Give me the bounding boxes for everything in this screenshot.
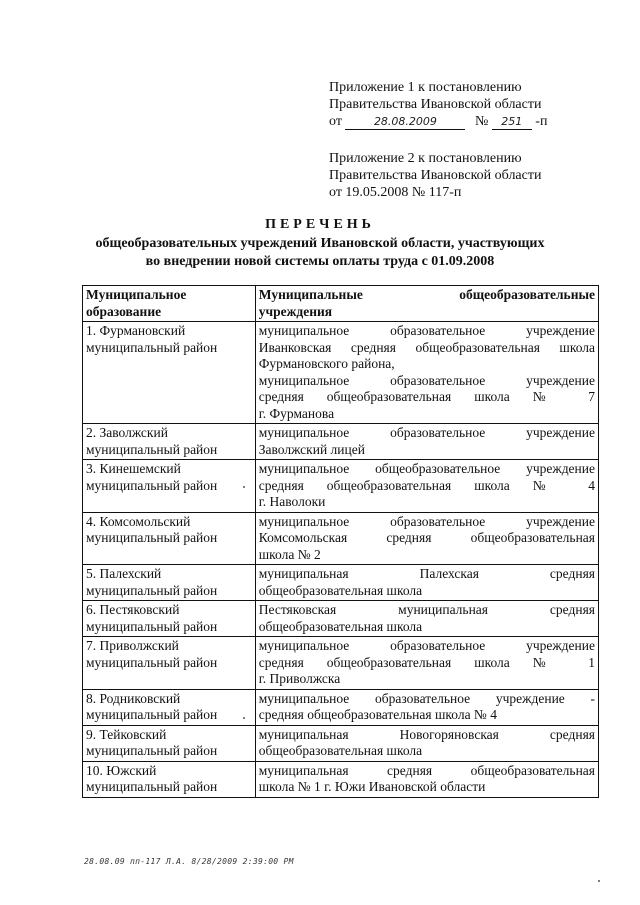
institution-line: муниципальное общеобразовательное учреждение bbox=[258, 461, 595, 476]
municipality-cell bbox=[83, 424, 256, 460]
institutions-table bbox=[82, 285, 599, 798]
appendix-2-line2: Правительства Ивановской области bbox=[329, 168, 542, 183]
institution-line: школа № 1 г. Южи Ивановской области bbox=[258, 779, 486, 794]
footer-stamp: 28.08.09 пп-117 Л.А. 8/28/2009 2:39:00 PM bbox=[84, 857, 294, 866]
municipality-line: 5. Палехский bbox=[86, 566, 162, 581]
appendix-1-line1: Приложение 1 к постановлению bbox=[329, 80, 522, 95]
municipality-cell bbox=[83, 761, 256, 797]
institution-line: школа № 2 bbox=[258, 546, 321, 562]
table-row bbox=[83, 460, 599, 513]
appendix-1-header bbox=[329, 79, 589, 130]
header-institutions bbox=[255, 286, 598, 322]
municipality-cell bbox=[83, 725, 256, 761]
institution-line: г. Фурманова bbox=[258, 405, 335, 421]
scan-speck bbox=[243, 486, 245, 488]
institution-line: муниципальное образовательное учреждение bbox=[258, 323, 595, 338]
municipality-line: муниципальный район bbox=[86, 779, 218, 794]
institution-line: средняя общеобразовательная школа № 4 bbox=[258, 707, 497, 722]
handwritten-date: 28.08.2009 bbox=[345, 115, 465, 130]
institution-line: муниципальное образовательное учреждение bbox=[258, 372, 595, 388]
scan-speck bbox=[243, 717, 245, 719]
institution-cell bbox=[255, 761, 598, 797]
municipality-line: 10. Южский bbox=[86, 762, 157, 778]
institution-cell bbox=[255, 460, 598, 513]
institution-line: г. Наволоки bbox=[258, 494, 326, 509]
number-prefix: № bbox=[474, 114, 489, 129]
institution-line: средняя общеобразовательная школа № 7 bbox=[258, 389, 595, 404]
handwritten-number: 251 bbox=[492, 115, 532, 130]
header-line: Муниципальные общеобразовательные bbox=[258, 287, 595, 302]
municipality-line: 1. Фурмановский bbox=[86, 323, 186, 338]
from-prefix: от bbox=[329, 114, 342, 129]
appendix-2-line1: Приложение 2 к постановлению bbox=[329, 151, 522, 166]
institution-line: Фурмановского района, bbox=[258, 356, 395, 371]
institution-line: муниципальное образовательное учреждение - bbox=[258, 690, 595, 706]
institution-line: Заволжский лицей bbox=[258, 441, 365, 457]
institution-line: средняя общеобразовательная школа № 4 bbox=[258, 477, 595, 493]
table-row bbox=[83, 761, 599, 797]
table-row bbox=[83, 424, 599, 460]
municipality-cell bbox=[83, 565, 256, 601]
municipality-cell bbox=[83, 460, 256, 513]
municipality-line: 9. Тейковский bbox=[86, 726, 167, 742]
table-header-row bbox=[83, 286, 599, 322]
institution-line: общеобразовательная школа bbox=[258, 743, 423, 758]
document-subtitle-line2: во внедрении новой системы оплаты труда с 01.09.2008 bbox=[145, 254, 495, 269]
institution-line: средняя общеобразовательная школа № 1 bbox=[258, 654, 595, 670]
institution-line: Иванковская средняя общеобразовательная школа bbox=[258, 339, 595, 355]
table-row bbox=[83, 512, 599, 565]
institution-cell bbox=[255, 637, 598, 690]
municipality-line: муниципальный район bbox=[86, 654, 218, 670]
municipality-cell bbox=[83, 512, 256, 565]
municipality-line: муниципальный район bbox=[86, 707, 218, 722]
document-title: ПЕРЕЧЕНЬ bbox=[265, 217, 375, 232]
table-row bbox=[83, 725, 599, 761]
municipality-line: муниципальный район bbox=[86, 530, 218, 545]
institution-line: г. Приволжска bbox=[258, 671, 341, 686]
municipality-line: 8. Родниковский bbox=[86, 690, 181, 706]
institution-line: Комсомольская средняя общеобразовательная bbox=[258, 530, 595, 545]
header-line: учреждения bbox=[258, 303, 333, 319]
table-row bbox=[83, 322, 599, 424]
institution-cell bbox=[255, 689, 598, 725]
header-municipality bbox=[83, 286, 256, 322]
institution-line: общеобразовательная школа bbox=[258, 618, 423, 634]
institution-line: общеобразовательная школа bbox=[258, 582, 423, 598]
number-suffix: -п bbox=[535, 114, 548, 129]
municipality-line: 3. Кинешемский bbox=[86, 461, 181, 476]
institution-cell bbox=[255, 322, 598, 424]
institution-cell bbox=[255, 601, 598, 637]
institution-line: муниципальная Палехская средняя bbox=[258, 566, 595, 581]
municipality-line: муниципальный район bbox=[86, 339, 218, 355]
table-row bbox=[83, 637, 599, 690]
institution-line: муниципальная средняя общеобразовательная bbox=[258, 762, 595, 778]
header-line: Муниципальное bbox=[86, 287, 187, 302]
municipality-cell bbox=[83, 637, 256, 690]
municipality-cell bbox=[83, 689, 256, 725]
municipality-line: 6. Пестяковский bbox=[86, 602, 180, 617]
institution-line: муниципальная Новогоряновская средняя bbox=[258, 726, 595, 742]
municipality-line: муниципальный район bbox=[86, 582, 218, 598]
municipality-line: муниципальный район bbox=[86, 618, 218, 634]
institution-cell bbox=[255, 424, 598, 460]
municipality-cell bbox=[83, 322, 256, 424]
appendix-1-line2: Правительства Ивановской области bbox=[329, 97, 542, 112]
institution-line: муниципальное образовательное учреждение bbox=[258, 513, 595, 529]
appendix-1-line3 bbox=[329, 113, 589, 130]
appendix-2-header bbox=[329, 150, 589, 201]
institution-line: муниципальное образовательное учреждение bbox=[258, 638, 595, 653]
document-subtitle-line1: общеобразовательных учреждений Ивановской области, участвующих bbox=[95, 236, 545, 251]
table-row bbox=[83, 565, 599, 601]
institution-cell bbox=[255, 725, 598, 761]
institution-cell bbox=[255, 565, 598, 601]
header-line: образование bbox=[86, 303, 162, 319]
institution-cell bbox=[255, 512, 598, 565]
institution-line: муниципальное образовательное учреждение bbox=[258, 425, 595, 440]
municipality-line: 4. Комсомольский bbox=[86, 513, 191, 529]
municipality-cell bbox=[83, 601, 256, 637]
institution-line: Пестяковская муниципальная средняя bbox=[258, 602, 595, 617]
appendix-2-line3: от 19.05.2008 № 117-п bbox=[329, 185, 462, 200]
table-row bbox=[83, 689, 599, 725]
municipality-line: 2. Заволжский bbox=[86, 425, 168, 440]
municipality-line: муниципальный район bbox=[86, 477, 218, 493]
municipality-line: 7. Приволжский bbox=[86, 638, 179, 653]
municipality-line: муниципальный район bbox=[86, 441, 218, 457]
table-row bbox=[83, 601, 599, 637]
municipality-line: муниципальный район bbox=[86, 743, 218, 758]
scan-speck bbox=[598, 880, 600, 882]
